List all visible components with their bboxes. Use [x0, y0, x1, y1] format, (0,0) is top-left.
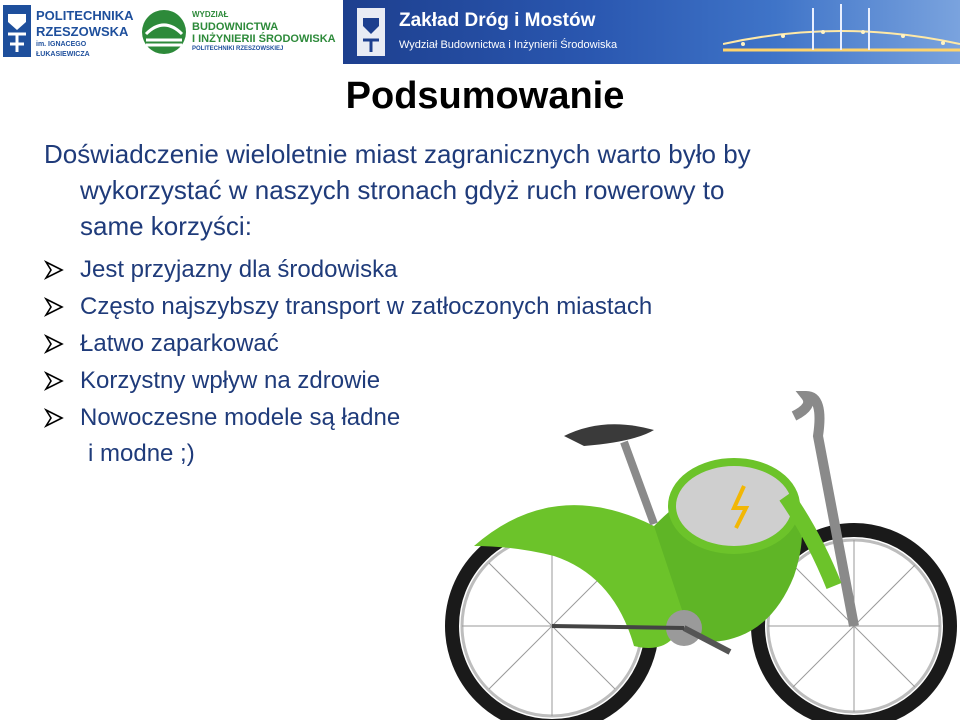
bicycle-image: [434, 376, 960, 720]
politechnika-logo: [2, 4, 134, 60]
list-item: Łatwo zaparkować: [44, 328, 944, 365]
slide-title: Podsumowanie: [345, 75, 625, 117]
politechnika-text: POLITECHNIKA RZESZOWSKA im. IGNACEGO ŁUKASIEWICZA: [36, 8, 134, 58]
list-item: Jest przyjazny dla środowiska: [44, 254, 944, 291]
arrow-bullet-icon: [44, 297, 64, 317]
list-item: Korzystny wpływ na zdrowie: [44, 365, 944, 402]
faculty-logo-icon: [140, 8, 188, 56]
arrow-bullet-icon: [44, 408, 64, 428]
intro-line: wykorzystać w naszych stronach gdyż ruch rowerowy to: [80, 175, 725, 205]
banner-title: Zakład Dróg i Mostów: [399, 10, 596, 31]
department-emblem-icon: [355, 6, 387, 58]
bicycle-photo: [434, 376, 960, 720]
department-banner: [343, 0, 960, 64]
intro-line: Doświadczenie wieloletnie miast zagranicznych warto było by: [44, 139, 751, 169]
banner-subtitle: Wydział Budownictwa i Inżynierii Środowiska: [399, 39, 618, 51]
faculty-text: WYDZIAŁ BUDOWNICTWA I INŻYNIERII ŚRODOWISKA POLITECHNIKI RZESZOWSKIEJ: [192, 10, 336, 52]
intro-line: same korzyści:: [80, 211, 252, 241]
bullet-continuation: i modne ;): [88, 440, 195, 467]
arrow-bullet-icon: [44, 371, 64, 391]
list-item: Nowoczesne modele są ładne: [44, 402, 944, 439]
list-item: Często najszybszy transport w zatłoczonych miastach: [44, 291, 944, 328]
arrow-bullet-icon: [44, 334, 64, 354]
intro-paragraph: [44, 136, 944, 244]
arrow-bullet-icon: [44, 260, 64, 280]
university-emblem-icon: [2, 4, 32, 58]
faculty-logo: [140, 6, 340, 60]
slide-header: [0, 0, 960, 66]
bridge-image: [723, 0, 960, 64]
